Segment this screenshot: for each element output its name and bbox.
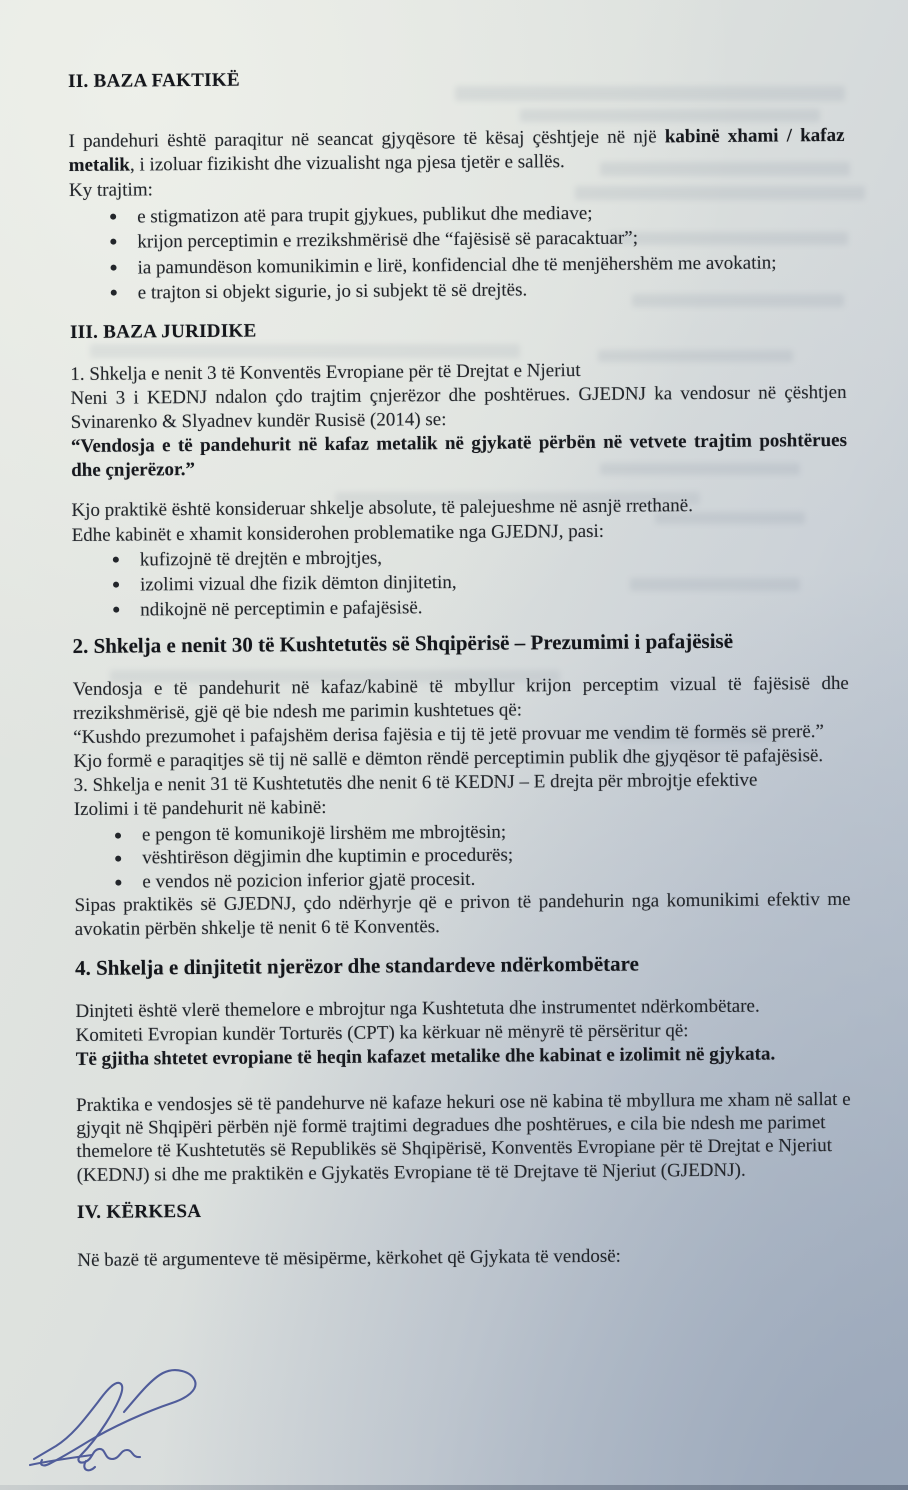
echr-practice-paragraph: Sipas praktikës së GJEDNJ, çdo ndërhyrje që e privon të pandehurin nga komunikimi efektiv me avokatin përbën shkelje të nenit 6 të Konventës.	[74, 888, 851, 940]
perception-paragraph: Kjo formë e paraqitjes së tij në sallë e dëmton rëndë perceptimin publik dhe gjyqësor të pafajësisë.	[73, 744, 824, 772]
dignity-line-2: Komiteti Evropian kundër Torturës (CPT) ka kërkuar në mënyrë të përsëritur që:	[75, 1020, 689, 1046]
violation-2-heading: 2. Shkelja e nenit 30 të Kushtetutës së Shqipërisë – Prezumimi i pafajësisë	[72, 628, 734, 658]
request-paragraph: Në bazë të argumenteve të mësipërme, kërkohet që Gjykata të vendosë:	[77, 1245, 621, 1271]
echr-quote: “Vendosja e të pandehurit në kafaz metalik në gjykatë përbën në vetvete trajtim poshtërues dhe çnjerëzor.”	[70, 429, 848, 481]
presumption-paragraph: Vendosja e të pandehurit në kafaz/kabinë të mbyllur krijon perceptim vizual të fajësisë dhe rrezikshmërisë, gjë që bie ndesh me parimin kushtetues që:	[72, 672, 849, 724]
cpt-bold-line: Të gjitha shtetet evropiane të heqin kafazet metalike dhe kabinat e izolimit në gjykata.	[75, 1043, 776, 1070]
intro-bold: kabinë xhami / kafaz metalik	[68, 124, 845, 176]
glass-cabin-bullet: kufizojnë të drejtën e mbrojtjes,	[140, 542, 848, 573]
isolation-bullet: vështirëson dëgjimin dhe kuptimin e procedurës;	[142, 841, 850, 870]
document-content	[68, 64, 853, 1273]
section-iv-heading: IV. KËRKESA	[76, 1200, 202, 1223]
isolation-lead: Izolimi i të pandehurit në kabinë:	[73, 796, 327, 820]
treatment-bullet-list	[69, 199, 846, 307]
section-iii-heading: III. BAZA JURIDIKE	[69, 320, 257, 343]
constitution-quote: “Kushdo prezumohet i pafajshëm derisa fajësia e tij të jetë provuar me vendim të formës së prerë.”	[73, 720, 825, 748]
violation-4-heading: 4. Shkelja e dinjitetit njerëzor dhe standardeve ndërkombëtare	[74, 951, 639, 980]
intro-paragraph	[68, 124, 844, 178]
violation-3-title: 3. Shkelja e nenit 31 të Kushtetutës dhe nenit 6 të KEDNJ – E drejta për mbrojtje efektive	[73, 769, 758, 796]
treatment-lead: Ky trajtim:	[68, 179, 153, 201]
isolation-bullet-list	[74, 817, 851, 894]
violation-1-title: 1. Shkelja e nenit 3 të Konventës Evropiane për të Drejtat e Njeriut	[70, 359, 581, 385]
treatment-bullet: ia pamundëson komunikimin e lirë, konfidencial dhe të menjëhershëm me avokatin;	[137, 250, 845, 281]
glass-cabin-bullet-list	[72, 542, 849, 624]
isolation-bullet: e vendos në pozicion inferior gjatë procesit.	[142, 864, 850, 893]
section-ii-heading: II. BAZA FAKTIKË	[68, 69, 240, 92]
dignity-line-1: Dinjteti është vlerë themelore e mbrojtur nga Kushtetuta dhe instrumentet ndërkombëtare.	[75, 995, 760, 1022]
glass-cabin-bullet: ndikojnë në perceptimin e pafajësisë.	[140, 592, 848, 623]
signature	[20, 1360, 230, 1472]
isolation-bullet: e pengon të komunikojë lirshëm me mbrojtësin;	[142, 817, 850, 846]
treatment-bullet: e stigmatizon atë para trupit gjykues, publikut dhe mediave;	[137, 199, 845, 230]
practice-line-1: Kjo praktikë është konsideruar shkelje absolute, të palejueshme në asnjë rrethanë.	[71, 494, 694, 521]
practice-line-2: Edhe kabinët e xhamit konsiderohen problematike nga GJEDNJ, pasi:	[71, 520, 605, 546]
practice-paragraph: Praktika e vendosjes së të pandehurve në kafaze hekuri ose në kabina të mbyllura me xham në sallat e gjyqit në Shqipëri përbën një formë trajtimi degradues dhe poshtërues, e cila bie ndesh me parimet themelore të Kushtetutës së Republikës së Shqipërisë, Konventës Evropiane për të Drejtat e Njeriut (KEDNJ) si dhe me praktikën e Gjykatës Evropiane të të Drejtave të Njeriut (GJEDNJ).	[76, 1088, 851, 1186]
intro-text-post: , i izoluar fizikisht dhe vizualisht nga pjesa tjetër e sallës.	[129, 151, 565, 176]
dignity-block	[75, 994, 852, 1072]
treatment-bullet: e trajton si objekt sigurie, jo si subjekt të së drejtës.	[138, 275, 846, 306]
photo-bottom-shadow	[0, 1485, 908, 1490]
treatment-bullet: krijon perceptimin e rrezikshmërisë dhe “fajësisë së paracaktuar”;	[137, 224, 845, 255]
intro-text-pre: I pandehuri është paraqitur në seancat gjyqësore të kësaj çështjeje në një	[68, 126, 665, 152]
glass-cabin-bullet: izolimi vizual dhe fizik dëmton dinjitetin,	[140, 567, 848, 598]
violation-1-body: Neni 3 i KEDNJ ndalon çdo trajtim çnjerëzor dhe poshtërues. GJEDNJ ka vendosur në çështjen Svinarenko & Slyadnev kundër Rusisë (2014) se:	[70, 381, 847, 433]
